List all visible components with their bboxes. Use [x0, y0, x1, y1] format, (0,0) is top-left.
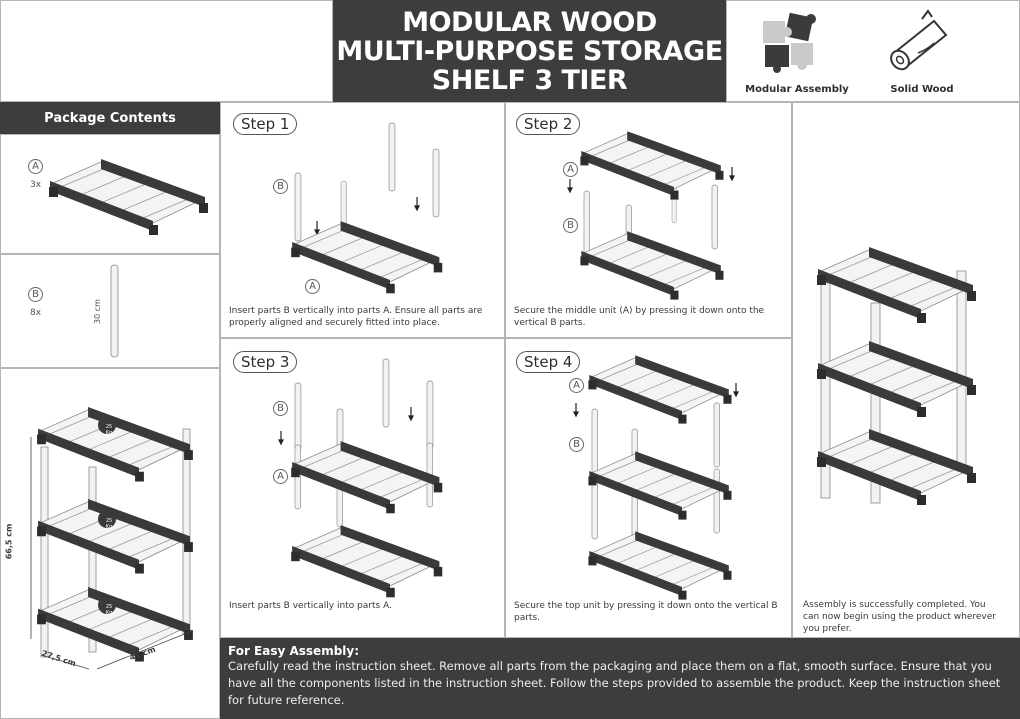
step-3-caption: Insert parts B vertically into parts A.	[229, 601, 392, 611]
step-4-caption: Secure the top unit by pressing it down onto the vertical B parts.	[514, 601, 778, 623]
step-1-panel	[220, 102, 505, 338]
step-3-label: Step 3	[233, 351, 297, 373]
step-1-letter-a: A	[305, 279, 320, 294]
part-b-qty: 8x	[30, 308, 42, 318]
part-a-shelf	[53, 161, 213, 251]
step-2-caption: Secure the middle unit (A) by pressing it down onto the vertical B parts.	[514, 306, 765, 328]
package-contents-header	[0, 102, 220, 134]
log-icon	[882, 9, 962, 79]
step-4-label: Step 4	[516, 351, 580, 373]
step-4-illustration	[586, 357, 786, 597]
dimension-shelf-illustration	[37, 407, 197, 667]
dimensions-panel	[0, 368, 220, 719]
step-1-letter-b: B	[273, 179, 288, 194]
part-b-length: 30 cm	[92, 299, 102, 324]
step-4-letter-b: B	[569, 437, 584, 452]
step-4-letter-a: A	[569, 378, 584, 393]
step-2-label: Step 2	[516, 113, 580, 135]
step-2-panel	[505, 102, 792, 338]
step-4-panel	[505, 338, 792, 638]
solid-wood-label: Solid Wood	[890, 84, 954, 95]
step-3-illustration	[281, 359, 501, 599]
depth-dimension: 27,5 cm	[40, 648, 78, 669]
part-b-panel	[0, 254, 220, 368]
puzzle-icon	[751, 9, 841, 79]
final-caption: Assembly is successfully completed. You can now begin using the product wherever you prefer.	[803, 600, 996, 634]
step-1-label: Step 1	[233, 113, 297, 135]
title-line-2: MULTI-PURPOSE STORAGE	[336, 35, 723, 67]
step-3-letter-b: B	[273, 401, 288, 416]
step-1-caption: Insert parts B vertically into parts A. Ensure all parts are properly aligned and securely fitted into place.	[229, 306, 483, 328]
title-line-1: MODULAR WOOD	[402, 6, 657, 38]
title-line-3: SHELF 3 TIER	[431, 64, 628, 96]
step-1-illustration	[281, 123, 501, 298]
step-3-letter-a: A	[273, 469, 288, 484]
easy-assembly-footer	[220, 638, 1020, 719]
product-title	[333, 0, 726, 102]
footer-title: For Easy Assembly:	[228, 644, 360, 658]
step-2-letter-a: A	[563, 162, 578, 177]
step-3-panel	[220, 338, 505, 638]
features-panel	[726, 0, 1020, 102]
modular-assembly-label: Modular Assembly	[745, 84, 849, 95]
part-b-pole	[111, 265, 121, 360]
load-label-middle: 25 Kg	[105, 518, 113, 530]
step-2-illustration	[576, 133, 776, 303]
load-label-top: 25 Kg	[105, 424, 113, 436]
header-blank	[0, 0, 333, 102]
part-a-letter: A	[28, 159, 43, 174]
height-dimension: 66,5 cm	[4, 523, 14, 560]
load-label-bottom: 25 Kg	[105, 604, 113, 616]
part-b-letter: B	[28, 287, 43, 302]
part-a-qty: 3x	[30, 180, 42, 190]
final-panel	[792, 102, 1020, 638]
part-a-panel	[0, 134, 220, 254]
final-shelf-illustration	[815, 243, 1015, 513]
footer-body: Carefully read the instruction sheet. Remove all parts from the packaging and place them on a flat, smooth surface. Ensure that you have all the components listed in the instruction sheet. Follow the steps provided to assemble the product. Keep the instruction sheet for future reference.	[228, 659, 1001, 707]
package-contents-title: Package Contents	[44, 110, 176, 126]
width-dimension: 41 cm	[128, 644, 157, 663]
step-2-letter-b: B	[563, 218, 578, 233]
